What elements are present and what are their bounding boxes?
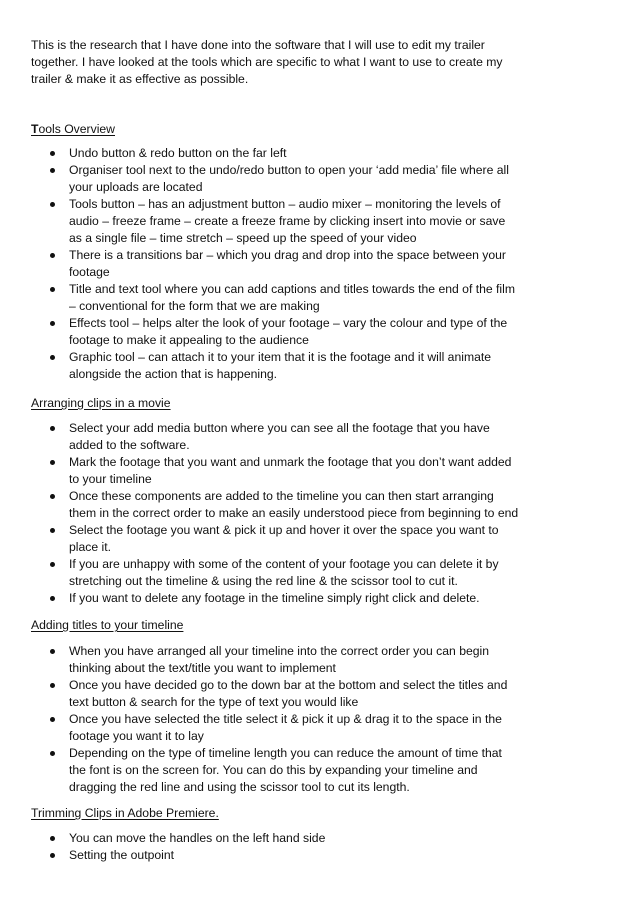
bullet-icon bbox=[50, 151, 55, 156]
bullet-icon bbox=[50, 321, 55, 326]
list-item bbox=[0, 711, 520, 745]
bullet-icon bbox=[50, 751, 55, 756]
tools-overview-list bbox=[0, 145, 520, 383]
list-item-text: Once you have decided go to the down bar at the bottom and select the titles and text button & search for the type of text you would like bbox=[69, 678, 508, 709]
list-item bbox=[0, 488, 520, 522]
list-item-text: If you are unhappy with some of the content of your footage you can delete it by stretching out the timeline & using the red line & the scissor tool to cut it. bbox=[69, 557, 499, 588]
arranging-clips-list bbox=[0, 420, 520, 607]
section-heading-adding-titles: Adding titles to your timeline bbox=[31, 618, 184, 632]
list-item bbox=[0, 420, 520, 454]
list-item-text: Effects tool – helps alter the look of your footage – vary the colour and type of the footage to make it appealing to the audience bbox=[69, 316, 508, 347]
bullet-icon bbox=[50, 202, 55, 207]
bullet-icon bbox=[50, 460, 55, 465]
list-item-text: Depending on the type of timeline length you can reduce the amount of time that the font is on the screen for. You can do this by expanding your timeline and dragging the red line and using the scissor tool to cut its length. bbox=[69, 746, 502, 794]
bullet-icon bbox=[50, 683, 55, 688]
list-item-text: You can move the handles on the left hand side bbox=[69, 831, 326, 845]
list-item-text: Title and text tool where you can add captions and titles towards the end of the film – conventional for the form that we are making bbox=[69, 282, 516, 313]
list-item bbox=[0, 590, 520, 607]
bullet-icon bbox=[50, 853, 55, 858]
list-item bbox=[0, 196, 520, 247]
bullet-icon bbox=[50, 287, 55, 292]
adding-titles-list bbox=[0, 643, 520, 796]
section-heading-trimming-clips: Trimming Clips in Adobe Premiere. bbox=[31, 806, 219, 820]
bullet-icon bbox=[50, 562, 55, 567]
list-item-text: Organiser tool next to the undo/redo button to open your ‘add media’ file where all your uploads are located bbox=[69, 163, 509, 194]
section-heading-tools-overview bbox=[31, 121, 115, 138]
bullet-icon bbox=[50, 494, 55, 499]
list-item bbox=[0, 315, 520, 349]
bullet-icon bbox=[50, 355, 55, 360]
list-item-text: Undo button & redo button on the far left bbox=[69, 146, 287, 160]
list-item-text: Select your add media button where you can see all the footage that you have added to the software. bbox=[69, 421, 490, 452]
list-item bbox=[0, 830, 520, 847]
trimming-clips-list bbox=[0, 830, 520, 864]
list-item bbox=[0, 643, 520, 677]
list-item-text: Tools button – has an adjustment button – audio mixer – monitoring the levels of audio – freeze frame – create a freeze frame by clicking insert into movie or save as a single file – time stretch – speed up the speed of your video bbox=[69, 197, 506, 245]
list-item-text: When you have arranged all your timeline into the correct order you can begin thinking about the text/title you want to implement bbox=[69, 644, 490, 675]
section-heading-arranging-clips: Arranging clips in a movie bbox=[31, 396, 171, 410]
bullet-icon bbox=[50, 168, 55, 173]
list-item bbox=[0, 522, 520, 556]
list-item-text: If you want to delete any footage in the timeline simply right click and delete. bbox=[69, 591, 480, 605]
bullet-icon bbox=[50, 717, 55, 722]
list-item bbox=[0, 145, 520, 162]
bullet-icon bbox=[50, 528, 55, 533]
bullet-icon bbox=[50, 253, 55, 258]
list-item-text: There is a transitions bar – which you drag and drop into the space between your footage bbox=[69, 248, 506, 279]
list-item bbox=[0, 281, 520, 315]
list-item bbox=[0, 247, 520, 281]
bullet-icon bbox=[50, 426, 55, 431]
list-item bbox=[0, 677, 520, 711]
list-item-text: Once you have selected the title select it & pick it up & drag it to the space in the footage you want it to lay bbox=[69, 712, 502, 743]
list-item-text: Setting the outpoint bbox=[69, 848, 175, 862]
heading-rest: ools Overview bbox=[38, 122, 115, 136]
list-item bbox=[0, 454, 520, 488]
list-item-text: Graphic tool – can attach it to your item that it is the footage and it will animate alongside the action that is happening. bbox=[69, 350, 492, 381]
list-item-text: Mark the footage that you want and unmark the footage that you don’t want added to your timeline bbox=[69, 455, 512, 486]
list-item-text: Once these components are added to the timeline you can then start arranging them in the correct order to make an easily understood piece from beginning to end bbox=[69, 489, 519, 520]
bullet-icon bbox=[50, 836, 55, 841]
list-item bbox=[0, 745, 520, 796]
bullet-icon bbox=[50, 649, 55, 654]
list-item-text: Select the footage you want & pick it up and hover it over the space you want to place it. bbox=[69, 523, 499, 554]
list-item bbox=[0, 556, 520, 590]
bullet-icon bbox=[50, 596, 55, 601]
list-item bbox=[0, 349, 520, 383]
intro-paragraph: This is the research that I have done into the software that I will use to edit my trailer together. I have looked at the tools which are specific to what I want to use to create my trailer & make it as effective as possible. bbox=[31, 38, 503, 86]
list-item bbox=[0, 847, 520, 864]
list-item bbox=[0, 162, 520, 196]
heading-first-letter: T bbox=[31, 122, 39, 136]
